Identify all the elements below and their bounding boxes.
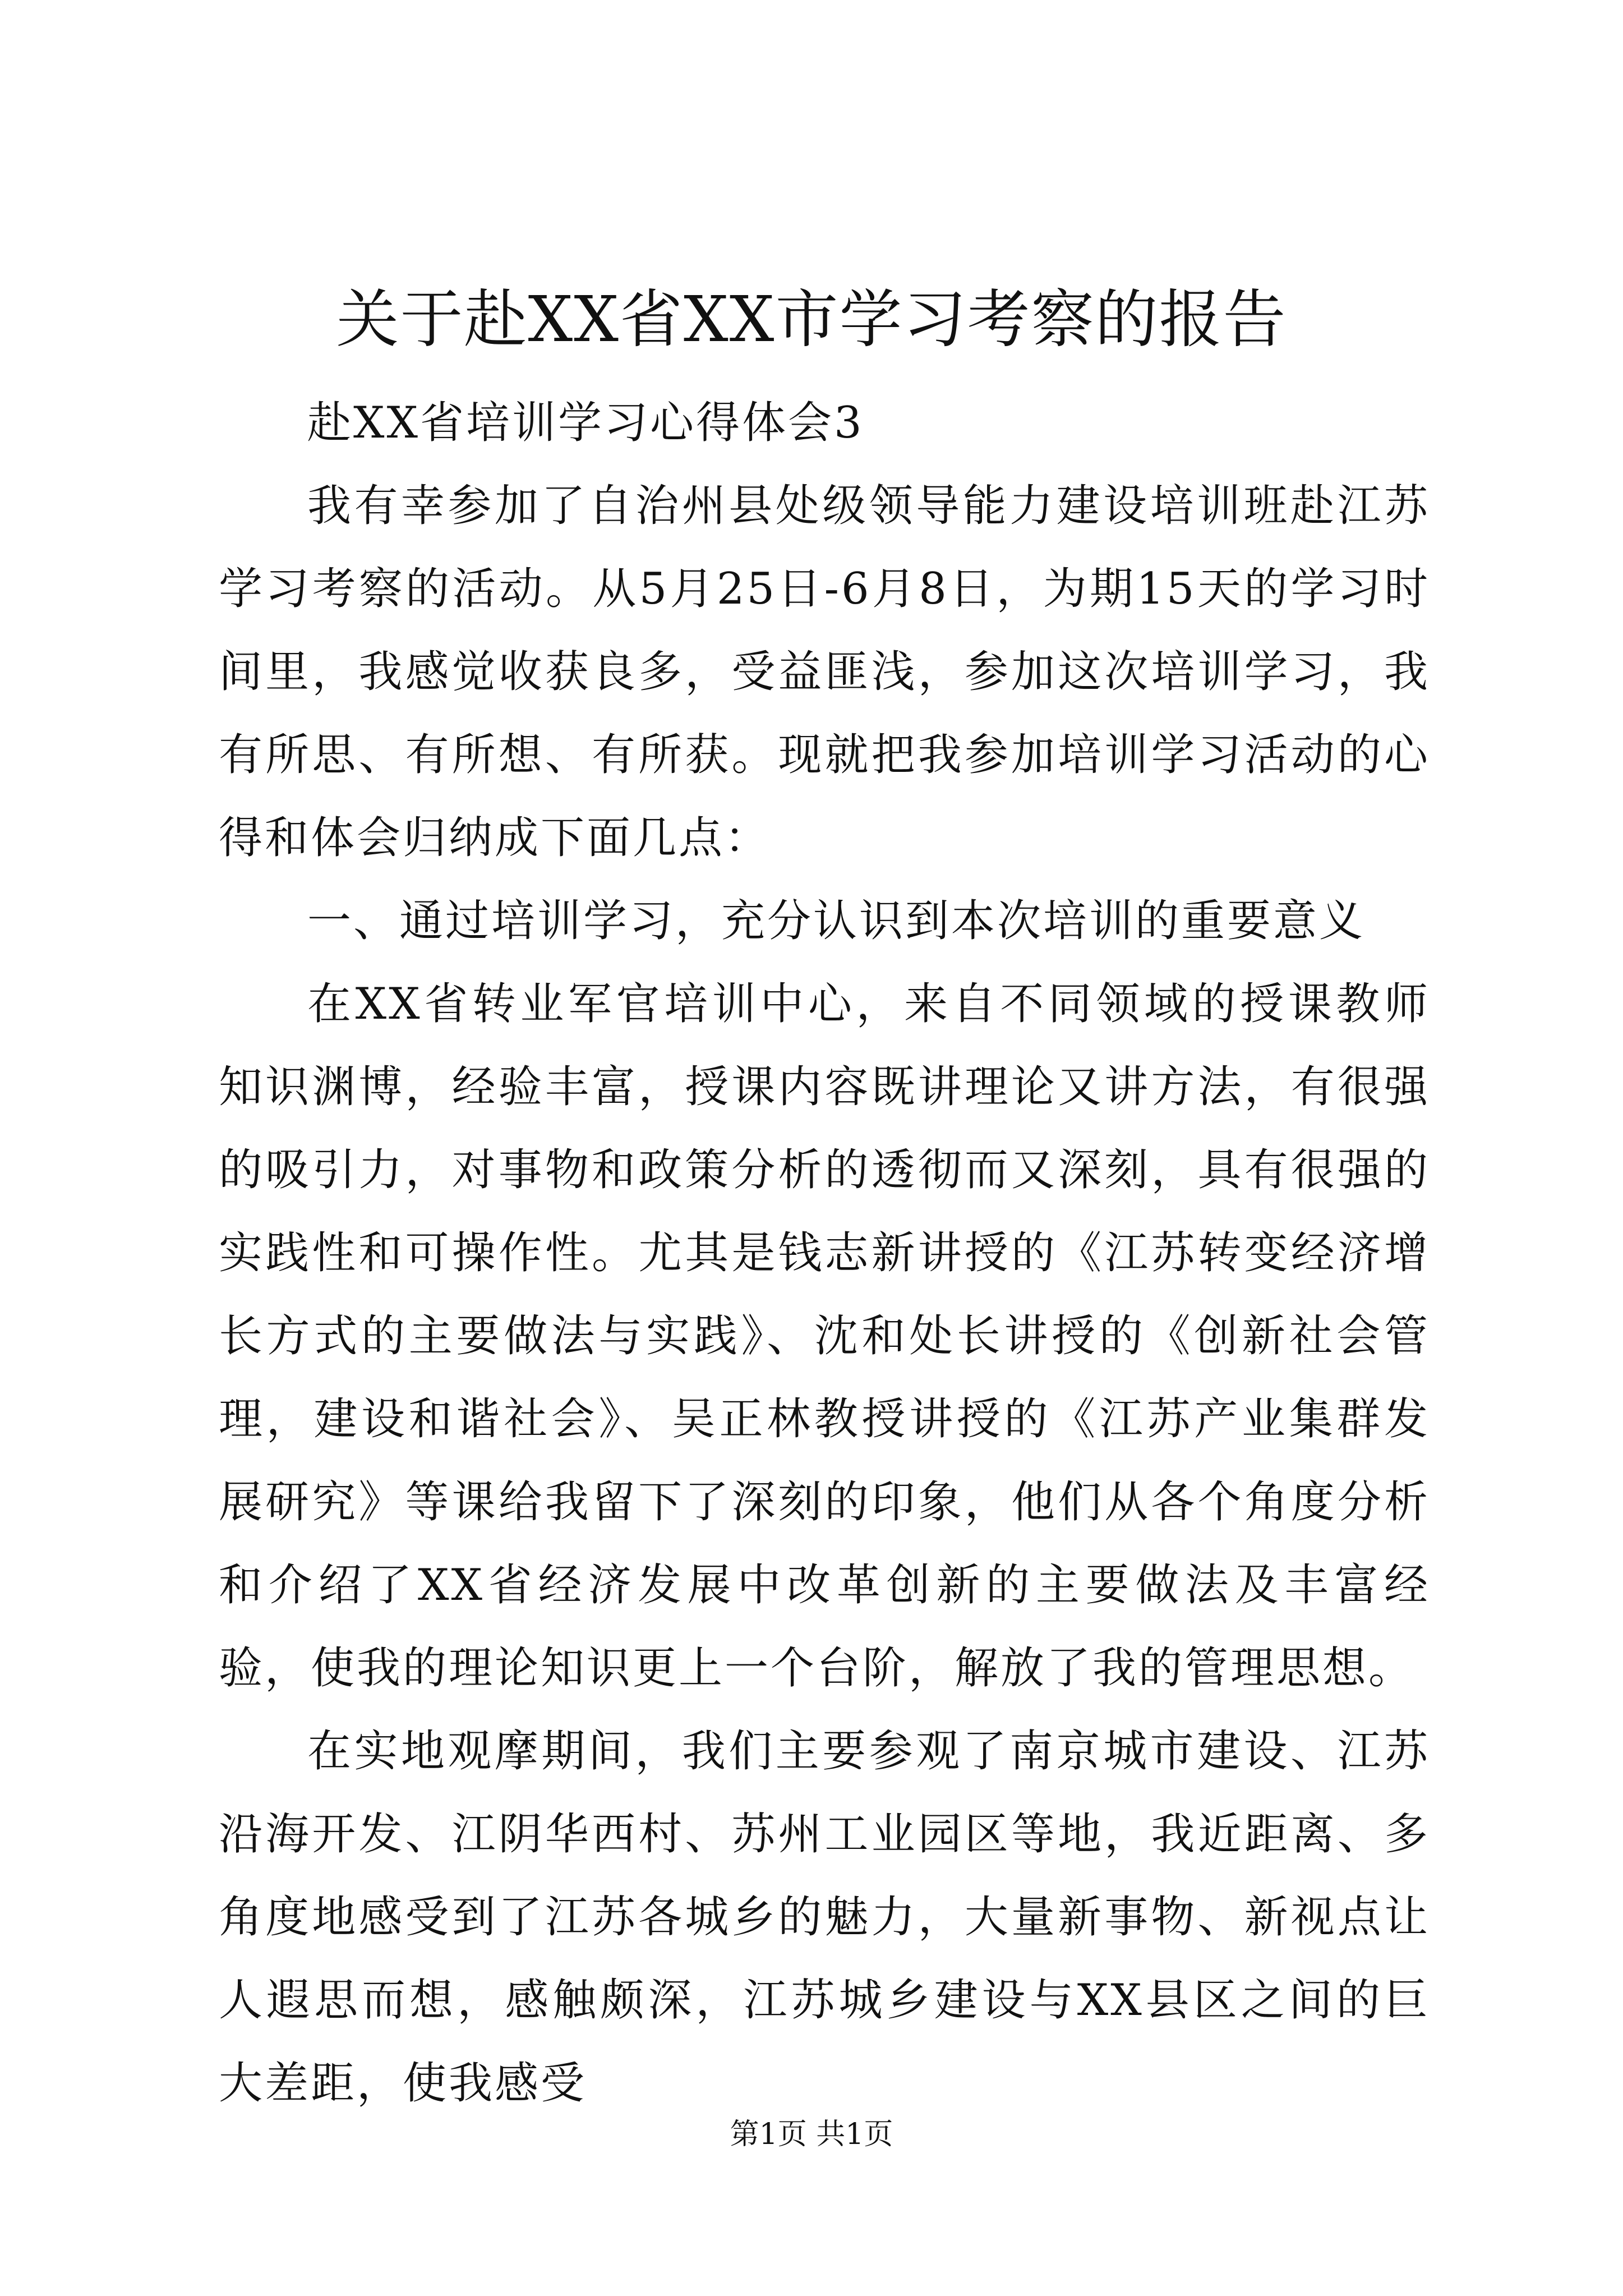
page-footer: 第1页 共1页 xyxy=(730,2118,893,2151)
document-body xyxy=(219,381,1430,2125)
document-title: 关于赴XX省XX市学习考察的报告 xyxy=(336,283,1287,356)
paragraph-field-visit: 在实地观摩期间，我们主要参观了南京城市建设、江苏沿海开发、江阴华西村、苏州工业园区等地，我近距离、多角度地感受到了江苏各城乡的魅力，大量新事物、新视点让人遐思而想，感触颇深，江苏城乡建设与XX县区之间的巨大差距，使我感受 xyxy=(219,1726,1430,2109)
section-heading-1: 一、通过培训学习，充分认识到本次培训的重要意义 xyxy=(307,896,1366,946)
paragraph-subtitle: 赴XX省培训学习心得体会3 xyxy=(307,398,864,448)
paragraph-training-center: 在XX省转业军官培训中心，来自不同领域的授课教师知识渊博，经验丰富，授课内容既讲理论又讲方法，有很强的吸引力，对事物和政策分析的透彻而又深刻，具有很强的实践性和可操作性。尤其是钱志新讲授的《江苏转变经济增长方式的主要做法与实践》、沈和处长讲授的《创新社会管理，建设和谐社会》、吴正林教授讲授的《江苏产业集群发展研究》等课给我留下了深刻的印象，他们从各个角度分析和介绍了XX省经济发展中改革创新的主要做法及丰富经验，使我的理论知识更上一个台阶，解放了我的管理思想。 xyxy=(219,979,1430,1694)
paragraph-intro: 我有幸参加了自治州县处级领导能力建设培训班赴江苏学习考察的活动。从5月25日-6月8日，为期15天的学习时间里，我感觉收获良多，受益匪浅，参加这次培训学习，我有所思、有所想、有所获。现就把我参加培训学习活动的心得和体会归纳成下面几点： xyxy=(219,481,1430,863)
